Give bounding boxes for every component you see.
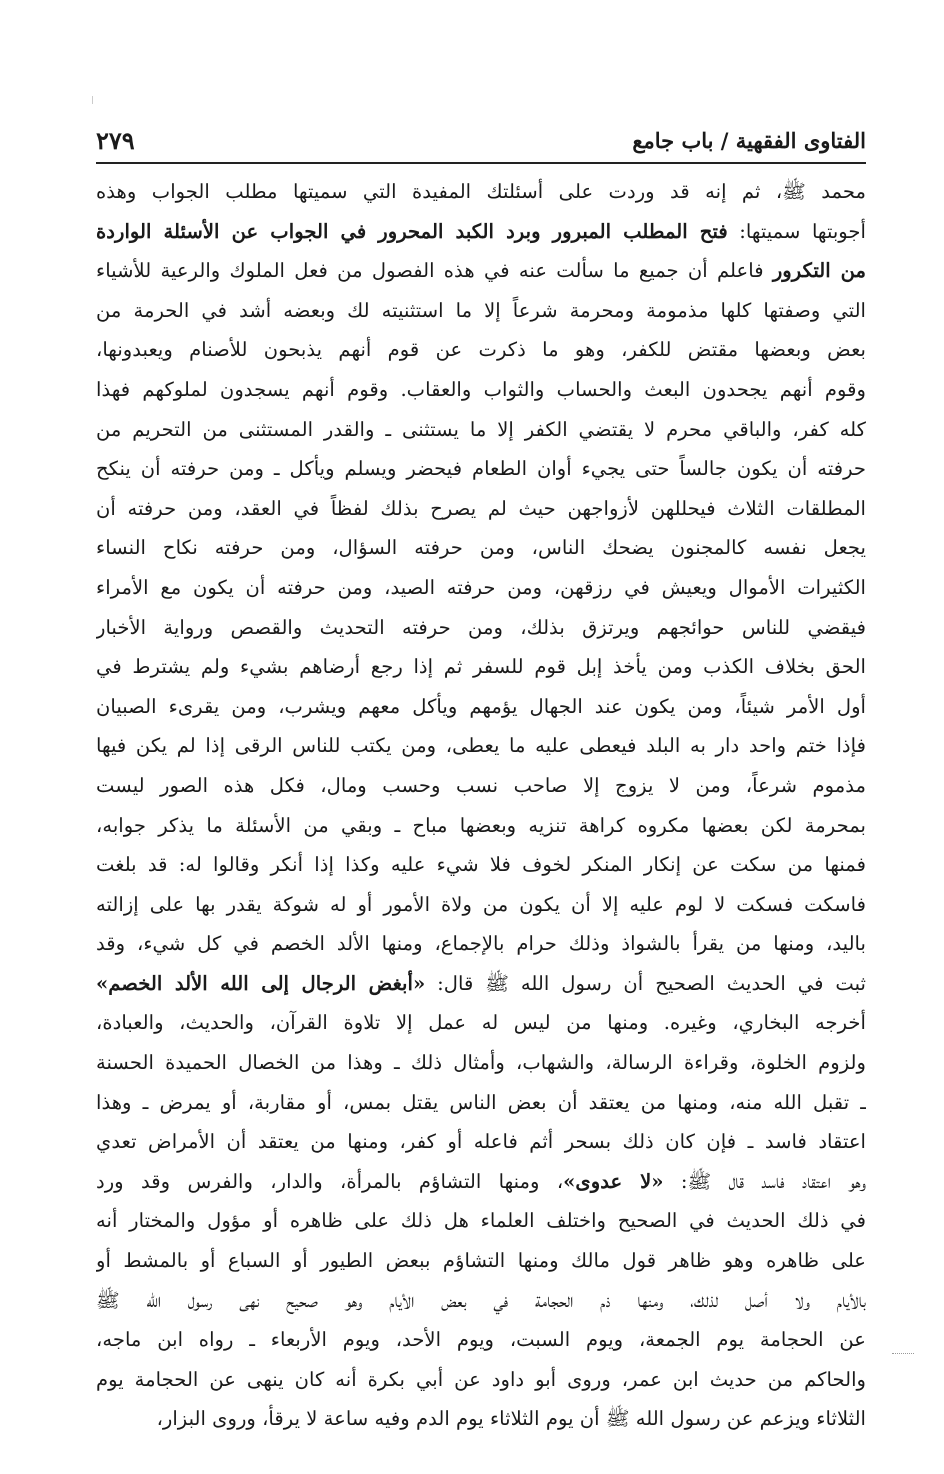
text-segment: فإذا ختم واحد دار به البلد فيعطى عليه ما يعطى، ومن يكتب للناس الرقى إذا لم يكن فيها [96,734,866,758]
text-line [96,449,866,489]
text-segment: الكثيرات الأموال ويعيش في رزقهن، ومن حرفته الصيد، ومن حرفته أن يكون مع الأمراء [96,575,866,599]
text-segment: وقوم أنهم يجحدون البعث والحساب والثواب والعقاب. وقوم أنهم يسجدون لملوكهم فهذا [96,377,866,401]
text-line [96,370,866,410]
text-segment: ، ومنها التشاؤم بالمرأة، والدار، والفرس وقد ورد [96,1169,564,1193]
text-segment: والحاكم من حديث ابن عمر، وروى أبو داود عن أبي بكرة أنه كان ينهى عن الحجامة يوم [96,1367,866,1391]
text-line [96,687,866,727]
text-line [96,291,866,331]
text-segment: بمحرمة لكن بعضها مكروه كراهة تنزيه وبعضها مباح ـ وبقي من الأسئلة ما يذكر جوابه، [96,813,866,837]
text-line [96,1162,866,1202]
text-segment: فاسكت فسكت لا لوم عليه إلا أن يكون من ولاة الأمور أو له شوكة يقدر بها على إزالته [96,892,866,916]
text-line [96,1281,866,1321]
text-segment: الثلاثاء ويزعم عن رسول الله ﷺ أن يوم الثلاثاء يوم الدم وفيه ساعة لا يرقأ، وروى البزار، [156,1407,866,1431]
text-line [96,647,866,687]
bold-segment: من التكرور [772,259,866,283]
text-segment: المطلقات الثلاث فيحللهن لأزواجهن حيث لم يصرح بذلك لفظاً في العقد، ومن حرفته أن [96,496,866,520]
text-segment: يجعل نفسه كالمجنون يضحك الناس، ومن حرفته السؤال، ومن حرفته نكاح النساء [96,536,866,560]
text-line [96,1201,866,1241]
text-line [96,410,866,450]
page-header [96,118,866,164]
text-segment: فاعلم أن جميع ما سألت عنه في هذه الفصول من فعل الملوك والرعية للأشياء [96,259,773,283]
text-segment: ـ تقبل الله منه، ومنها من يعتقد أن بعض الناس يقتل بمس، أو مقاربة، أو يمرض ـ وهذا [96,1090,866,1114]
scan-mark-bottom [892,1353,914,1356]
text-segment: على ظاهره وهو ظاهر قول مالك ومنها التشاؤم ببعض الطيور أو السباع أو بالمشط أو [96,1249,866,1273]
text-segment: أجوبتها سميتها: [727,219,866,243]
text-segment: كله كفر، والباقي محرم لا يقتضي الكفر إلا ما يستثنى ـ والقدر المستثنى من التحريم من [96,417,866,441]
text-segment: بعض وبعضها مقتض للكفر، وهو ما ذكرت عن قوم أنهم يذبحون للأصنام ويعبدونها، [96,338,866,362]
text-line [96,964,866,1004]
text-segment: مذموم شرعاً، ومن لا يزوج إلا صاحب نسب وحسب ومال، فكل هذه الصور ليست [96,773,866,797]
bold-segment: «أبغض الرجال إلى الله الألد الخصم» [96,971,426,995]
text-line [96,1360,866,1400]
text-segment: أخرجه البخاري، وغيره. ومنها من ليس له عمل إلا تلاوة القرآن، والحديث، والعبادة، [96,1011,866,1035]
text-line [96,1083,866,1123]
text-segment: ثبت في الحديث الصحيح أن رسول الله ﷺ قال: [425,971,866,995]
text-line [96,845,866,885]
text-segment: بالأيام ولا أصل لذلك، ومنها ذم الحجامة في بعض الأيام وهو صحيح نهى رسول الله ﷺ [96,1288,866,1312]
text-line [96,806,866,846]
text-line [96,1241,866,1281]
text-line [96,1320,866,1360]
bold-segment: فتح المطلب المبرور وبرد الكبد المحرور في الجواب عن الأسئلة الواردة [96,219,728,243]
text-segment: التي وصفتها كلها مذمومة ومحرمة شرعاً إلا ما استثنيته لك وبعضه أشد في الحرمة من [96,298,866,322]
text-line [96,1003,866,1043]
text-line [96,212,866,252]
text-segment: ولزوم الخلوة، وقراءة الرسالة، والشهاب، وأمثال ذلك ـ وهذا من الخصال الحميدة الحسنة [96,1051,866,1075]
text-segment: الحق بخلاف الكذب ومن يأخذ إبل قوم للسفر ثم إذا رجع أرضاهم بشيء ولم يشترط في [96,655,866,679]
body-text [96,172,866,1439]
scan-mark [92,96,93,104]
running-title: الفتاوى الفقهية / باب جامع [632,128,866,153]
text-line [96,1043,866,1083]
text-line [96,489,866,529]
text-line [96,528,866,568]
text-line [96,172,866,212]
text-line [96,608,866,648]
text-line [96,726,866,766]
text-line [96,924,866,964]
text-segment: في ذلك الحديث في الصحيح واختلف العلماء هل ذلك على ظاهره أو مؤول والمختار أنه [96,1209,866,1233]
text-segment: فمنها من سكت عن إنكار المنكر لخوف فلا شيء عليه وكذا إذا أنكر وقالوا له: قد بلغت [96,853,866,877]
text-segment: وهو اعتقاد فاسد قال ﷺ: [663,1169,866,1193]
text-line [96,1122,866,1162]
text-segment: اعتقاد فاسد ـ فإن كان ذلك بسحر أثم فاعله أو كفر، ومنها من يعتقد أن الأمراض تعدي [96,1130,866,1154]
text-line [96,568,866,608]
text-line [96,1399,866,1439]
text-line [96,885,866,925]
text-segment: أول الأمر شيئاً، ومن يكون عند الجهال يؤمهم ويأكل معهم ويشرب، ومن يقرىء الصبيان [96,694,866,718]
bold-segment: «لا عدوى» [563,1169,664,1193]
text-segment: محمد ﷺ، ثم إنه قد وردت على أسئلتك المفيدة التي سميتها مطلب الجواب وهذه [96,180,866,203]
text-line [96,330,866,370]
text-segment: عن الحجامة يوم الجمعة، ويوم السبت، ويوم الأحد، ويوم الأربعاء ـ رواه ابن ماجه، [96,1328,866,1352]
text-segment: حرفته أن يكون جالساً حتى يجيء أوان الطعام فيحضر ويسلم ويأكل ـ ومن حرفته أن ينكح [96,457,866,481]
page-number: ٢٧٩ [96,126,135,155]
text-line [96,251,866,291]
text-segment: فيقضي للناس حوائجهم ويرتزق بذلك، ومن حرفته التحديث والقصص ورواية الأخبار [96,615,866,639]
text-line [96,766,866,806]
text-segment: باليد، ومنها من يقرأ بالشواذ وذلك حرام بالإجماع، ومنها الألد الخصم في كل شيء، وقد [96,932,866,956]
